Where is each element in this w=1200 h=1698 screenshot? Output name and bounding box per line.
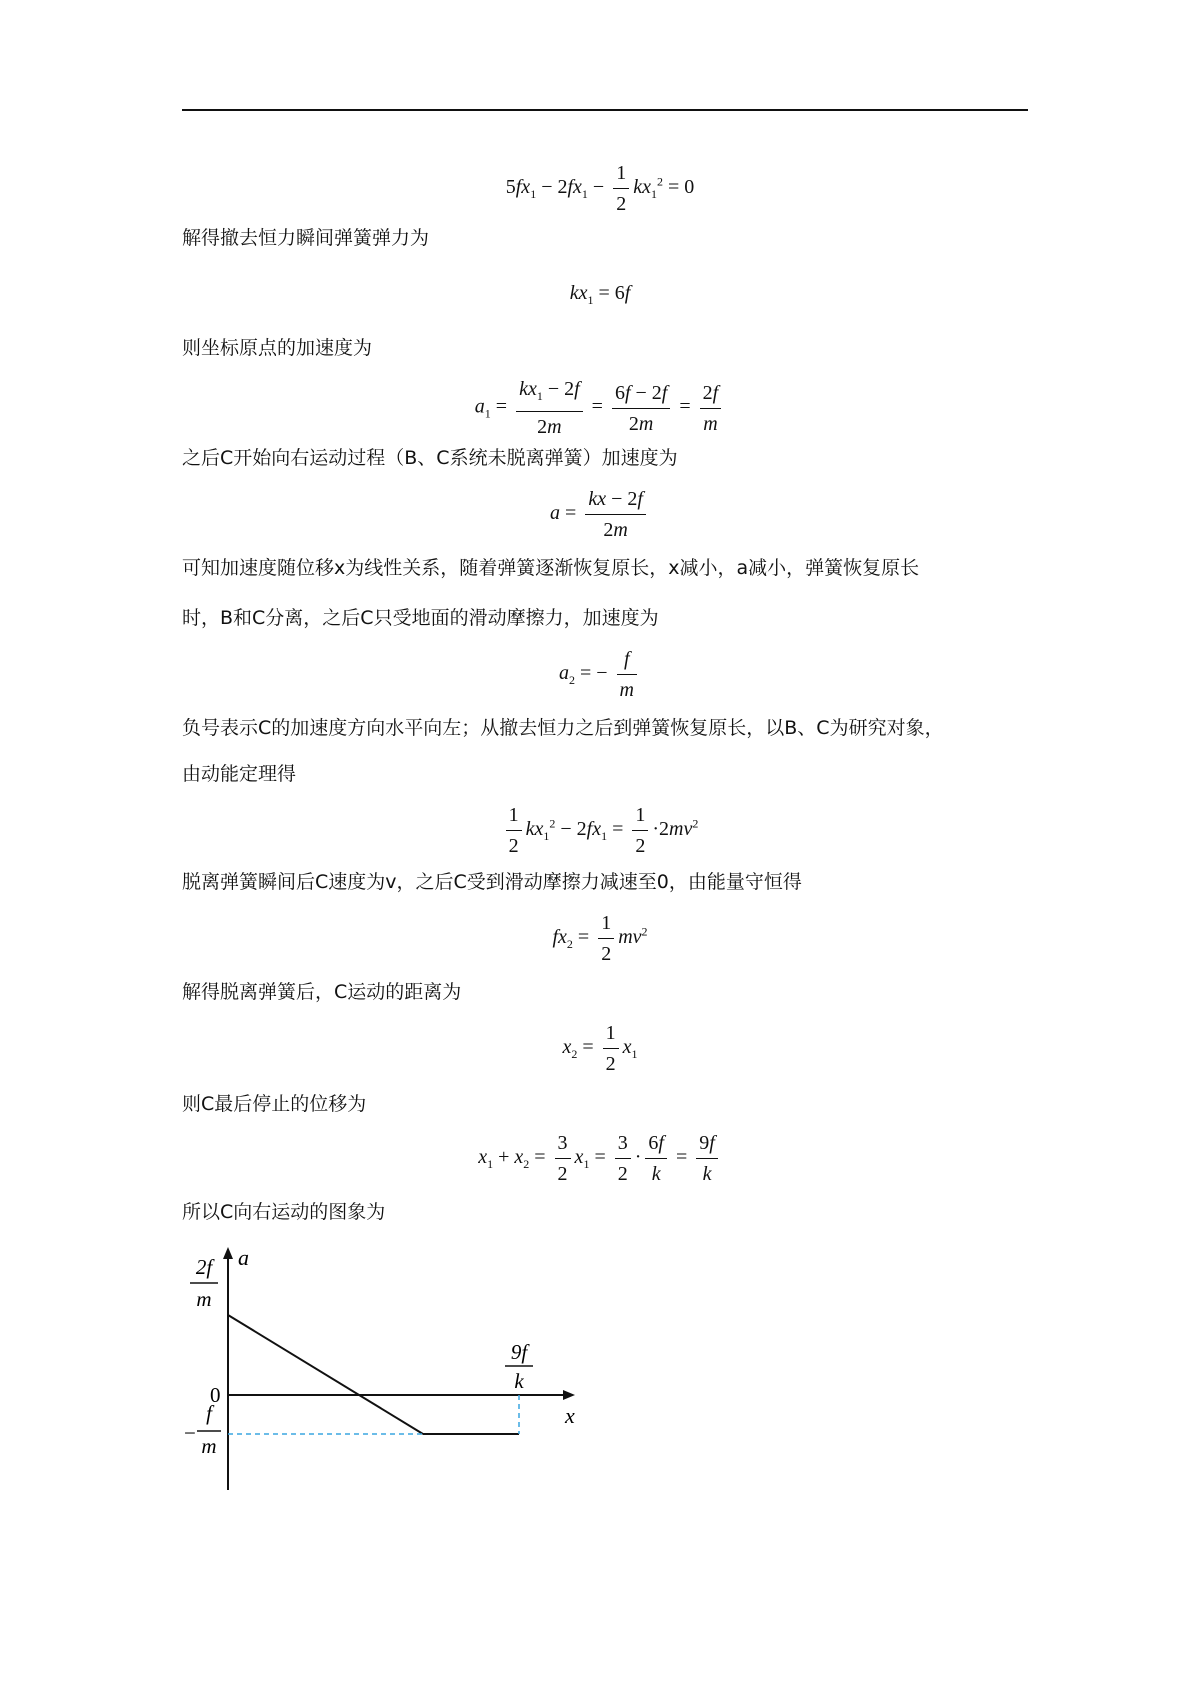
equation-a1: $a_1$ = $\frac{kx_1 - 2f}{2m}$ = $\frac{6f - 2f}{2m}$ = $\frac{2f}{m}$ [0, 374, 1200, 442]
y-bottom-numerator: f [206, 1401, 212, 1425]
equation-total-displacement: $x_1 + x_2$ = $\frac{3}{2}$ $x_1$ = $\frac{3}{2}$ · $\frac{6f}{k}$ = $\frac{9f}{k}$ [0, 1128, 1200, 1189]
y-top-numerator: 2f [195, 1255, 213, 1279]
y-axis-label: a [238, 1245, 249, 1270]
y-bottom-denominator: m [201, 1434, 217, 1458]
text-line-11: 所以C向右运动的图象为 [182, 1201, 386, 1223]
text-line-10: 则C最后停止的位移为 [182, 1093, 367, 1115]
equation-energy-1: $5fx_1 - 2fx_1$ − $\frac{1}{2}$ $kx_1^2 = 0$ [0, 158, 1200, 219]
equation-x2: $x_2$ = $\frac{1}{2}$ $x_1$ [0, 1018, 1200, 1079]
origin-label: 0 [210, 1383, 221, 1407]
equation-a: a = $\frac{kx - 2f}{2m}$ [0, 484, 1200, 545]
x-axis-label: x [565, 1403, 575, 1428]
text-line-2: 则坐标原点的加速度为 [182, 337, 373, 359]
equation-spring-force: $kx_1 = 6f$ [569, 282, 631, 307]
text-line-7: 由动能定理得 [182, 763, 297, 785]
equation-work-energy: $\frac{1}{2}$ $kx_1^2 - 2fx_1$ = $\frac{1}{2}$ $\cdot 2mv^2$ [0, 800, 1200, 861]
text-line-6: 负号表示C的加速度方向水平向左；从撤去恒力之后到弹簧恢复原长，以B、C为研究对象， [182, 717, 944, 739]
decreasing-acceleration-line [228, 1315, 423, 1434]
text-line-5: 时，B和C分离，之后C只受地面的滑动摩擦力，加速度为 [182, 607, 659, 629]
header-rule [182, 109, 1028, 111]
text-line-4: 可知加速度随位移x为线性关系，随着弹簧逐渐恢复原长，x减小，a减小，弹簧恢复原长 [182, 557, 920, 579]
x-end-numerator: 9f [510, 1340, 528, 1364]
text-line-8: 脱离弹簧瞬间后C速度为v，之后C受到滑动摩擦力减速至0，由能量守恒得 [182, 871, 802, 893]
text-line-3: 之后C开始向右运动过程（B、C系统未脱离弹簧）加速度为 [182, 447, 678, 469]
y-axis-arrow [223, 1247, 233, 1259]
equation-a2: $a_2$ = − $\frac{f}{m}$ [0, 644, 1200, 705]
equation-friction-energy: $fx_2$ = $\frac{1}{2}$ $mv^2$ [0, 908, 1200, 969]
text-line-1: 解得撤去恒力瞬间弹簧弹力为 [182, 227, 430, 249]
acceleration-displacement-graph [180, 1245, 600, 1495]
x-axis-arrow [563, 1390, 575, 1400]
text-line-9: 解得脱离弹簧后，C运动的距离为 [182, 981, 462, 1003]
y-bottom-sign: − [184, 1421, 196, 1445]
y-top-denominator: m [196, 1287, 212, 1311]
x-end-denominator: k [514, 1369, 524, 1393]
